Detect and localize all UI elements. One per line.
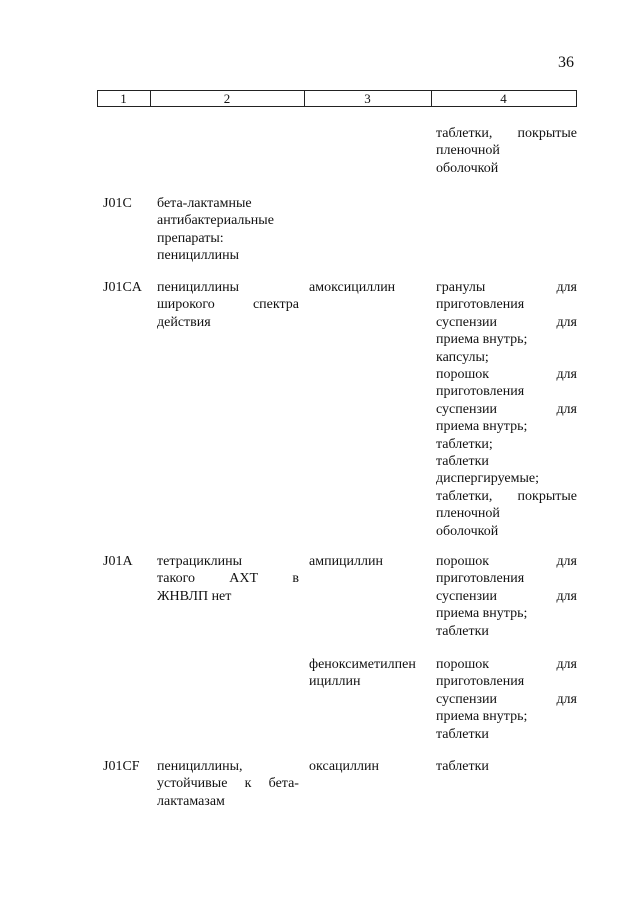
cell-word: пленочной — [436, 506, 500, 522]
cell-word: в — [292, 571, 299, 587]
row-form — [436, 279, 577, 540]
cell-line — [436, 296, 577, 313]
cell-line — [309, 758, 431, 775]
cell-word: оксациллин — [309, 759, 379, 774]
cell-word: оболочкой — [436, 523, 499, 539]
cell-line — [157, 296, 299, 313]
cell-line — [436, 418, 577, 435]
cell-line — [436, 470, 577, 487]
cell-word: препараты: — [157, 230, 224, 246]
cell-line — [436, 125, 577, 142]
cell-line — [157, 230, 299, 247]
row-drug — [309, 656, 431, 691]
cell-word: ЖНВЛП нет — [157, 588, 232, 604]
cell-word: широкого — [157, 297, 215, 313]
row-code: J01CF — [103, 759, 140, 774]
cell-line — [309, 656, 431, 673]
cell-word: амоксициллин — [309, 280, 396, 295]
header-col-4: 4 — [500, 91, 507, 106]
cell-line — [436, 349, 577, 366]
cell-line — [157, 775, 299, 792]
cell-word: феноксиметилпен — [309, 657, 416, 672]
table-header — [97, 90, 577, 107]
cell-word: такого — [157, 571, 195, 587]
cell-word: для — [556, 401, 577, 417]
cell-word: суспензии — [436, 691, 497, 707]
cell-word: пленочной — [436, 143, 500, 159]
cell-word: пенициллины — [157, 248, 240, 264]
cell-line — [157, 793, 299, 810]
cell-line — [436, 656, 577, 673]
cell-word: приема внутрь; — [436, 606, 528, 622]
cell-word: порошок — [436, 367, 490, 383]
header-col-1: 1 — [120, 91, 127, 106]
cell-word: бета-лактамные — [157, 196, 252, 211]
cell-line — [309, 553, 431, 570]
row-code: J01A — [103, 554, 133, 569]
cell-word: пенициллины — [157, 280, 240, 295]
cell-line — [436, 553, 577, 570]
row-form — [436, 553, 577, 640]
row-name — [157, 279, 299, 331]
cell-line — [157, 279, 299, 296]
cell-word: таблетки — [436, 759, 489, 774]
page-number: 36 — [558, 54, 574, 71]
row-drug — [309, 279, 431, 296]
cell-line — [157, 588, 299, 605]
cell-word: к — [244, 776, 252, 792]
cell-word: порошок — [436, 554, 490, 569]
cell-word: приема внутрь; — [436, 332, 528, 348]
cell-line — [436, 366, 577, 383]
cell-word: покрытые — [517, 488, 577, 504]
cell-word: лактамазам — [157, 793, 225, 809]
row-code: J01CA — [103, 280, 142, 295]
cell-word: гранулы — [436, 280, 486, 295]
cell-line — [436, 453, 577, 470]
cell-word: приготовления — [436, 297, 525, 313]
cell-line — [157, 212, 299, 229]
cell-line — [157, 195, 299, 212]
cell-line — [436, 523, 577, 540]
cell-word: для — [556, 588, 577, 604]
cell-word: тетрациклины — [157, 554, 242, 569]
row-name — [157, 195, 299, 265]
cell-line — [436, 605, 577, 622]
cell-line — [157, 314, 299, 331]
row-drug — [309, 758, 431, 775]
cell-word: таблетки — [436, 726, 489, 742]
cell-word: ампициллин — [309, 554, 383, 569]
row-name — [157, 758, 299, 810]
cell-line — [436, 383, 577, 400]
cell-word: пенициллины, — [157, 759, 243, 774]
cell-line — [157, 553, 299, 570]
row-form — [436, 656, 577, 743]
cell-word: суспензии — [436, 401, 497, 417]
cell-word: приготовления — [436, 571, 525, 587]
cell-line — [309, 673, 431, 690]
cell-word: антибактериальные — [157, 213, 274, 229]
cell-line — [436, 673, 577, 690]
cell-line — [436, 726, 577, 743]
cell-word: АХТ — [229, 571, 259, 587]
cell-word: диспергируемые; — [436, 471, 539, 487]
cell-word: таблетки, — [436, 126, 493, 141]
cell-word: спектра — [252, 297, 299, 313]
cell-word: таблетки — [436, 454, 489, 470]
cell-line — [309, 279, 431, 296]
row-form — [436, 125, 577, 177]
cell-line — [157, 247, 299, 264]
cell-word: для — [556, 657, 577, 672]
cell-word: таблетки, — [436, 488, 493, 504]
row-form — [436, 758, 577, 775]
cell-word: устойчивые — [157, 776, 228, 792]
cell-line — [436, 623, 577, 640]
cell-line — [436, 331, 577, 348]
cell-line — [157, 570, 299, 587]
cell-word: приготовления — [436, 674, 525, 690]
cell-line — [436, 142, 577, 159]
cell-line — [436, 401, 577, 418]
cell-word: приготовления — [436, 384, 525, 400]
cell-word: действия — [157, 314, 211, 330]
cell-line — [157, 758, 299, 775]
cell-line — [436, 488, 577, 505]
cell-line — [436, 279, 577, 296]
cell-line — [436, 160, 577, 177]
cell-line — [436, 588, 577, 605]
row-code: J01C — [103, 196, 132, 211]
cell-word: оболочкой — [436, 160, 499, 176]
cell-line — [436, 436, 577, 453]
cell-word: суспензии — [436, 314, 497, 330]
cell-word: суспензии — [436, 588, 497, 604]
cell-word: бета- — [268, 776, 299, 792]
cell-line — [436, 708, 577, 725]
header-col-2: 2 — [223, 91, 231, 106]
cell-word: ициллин — [309, 674, 361, 690]
cell-word: для — [556, 280, 577, 295]
cell-word: капсулы; — [436, 349, 489, 365]
cell-word: для — [556, 691, 577, 707]
row-name — [157, 553, 299, 605]
cell-line — [436, 691, 577, 708]
header-col-3: 3 — [364, 91, 371, 106]
cell-line — [436, 570, 577, 587]
cell-line — [436, 314, 577, 331]
row-drug — [309, 553, 431, 570]
cell-word: приема внутрь; — [436, 419, 528, 435]
cell-word: для — [556, 314, 577, 330]
cell-word: приема внутрь; — [436, 709, 528, 725]
cell-word: для — [556, 367, 577, 383]
cell-word: таблетки — [436, 623, 489, 639]
cell-line — [436, 505, 577, 522]
cell-line — [436, 758, 577, 775]
cell-word: таблетки; — [436, 436, 493, 452]
cell-word: для — [556, 554, 577, 569]
cell-word: порошок — [436, 657, 490, 672]
cell-word: покрытые — [517, 126, 577, 141]
